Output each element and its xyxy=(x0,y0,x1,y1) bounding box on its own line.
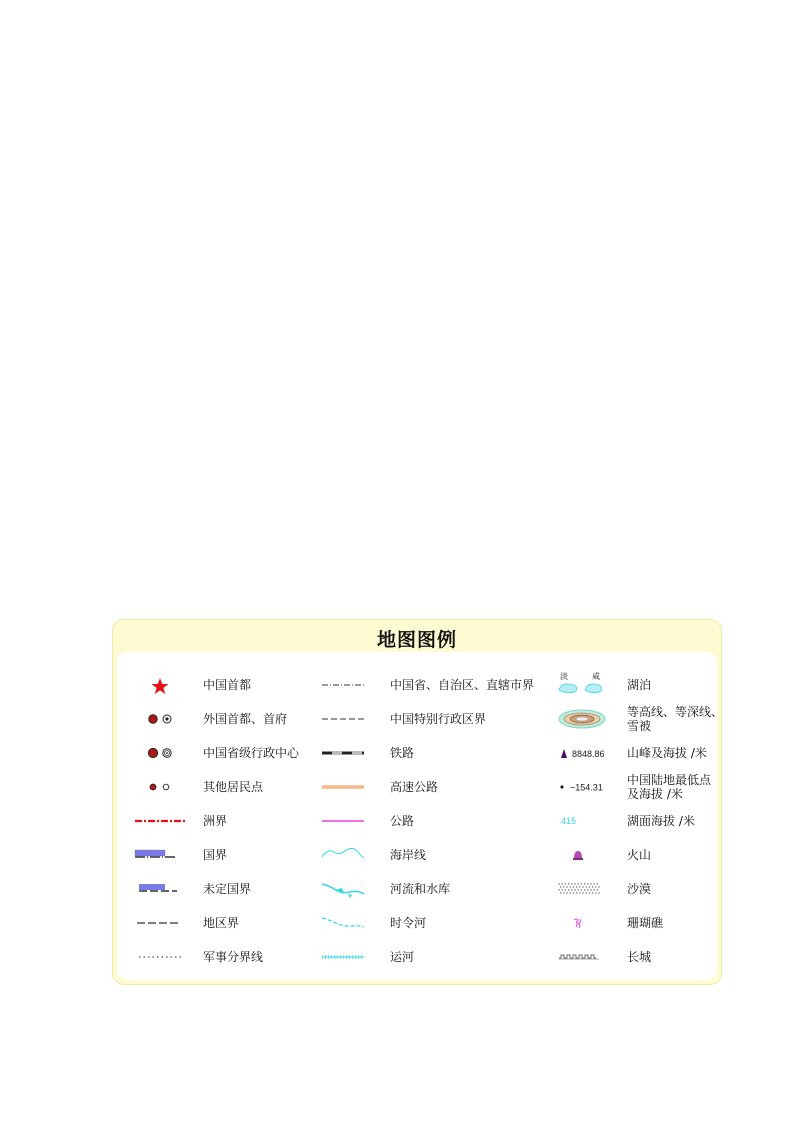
contour-icon xyxy=(557,704,611,734)
fresh-lake-label: 淡 xyxy=(560,672,568,681)
legend-label: 火山 xyxy=(627,848,652,862)
river-reservoir-icon xyxy=(320,874,374,904)
legend-label-line1: 等高线、等深线、 xyxy=(627,705,724,719)
legend-label: 中国首都 xyxy=(203,678,252,692)
legend-label xyxy=(627,772,711,802)
expressway-line xyxy=(320,772,374,802)
region-border-line xyxy=(133,908,187,938)
lowest-point-icon xyxy=(557,772,611,802)
settlement-icon xyxy=(133,772,187,802)
legend-label: 海岸线 xyxy=(390,848,427,862)
legend-label: 时令河 xyxy=(390,916,427,930)
salt-lake-label: 咸 xyxy=(592,672,600,681)
legend-label: 运河 xyxy=(390,950,415,964)
road-line xyxy=(320,806,374,836)
legend-label: 公路 xyxy=(390,814,415,828)
legend-label: 珊瑚礁 xyxy=(627,916,664,930)
canal-icon xyxy=(320,942,374,972)
legend-label: 中国省级行政中心 xyxy=(203,746,300,760)
foreign-capital-icon xyxy=(133,704,187,734)
legend-label: 湖泊 xyxy=(627,678,652,692)
coastline-icon xyxy=(320,840,374,870)
legend-label: 地区界 xyxy=(203,916,240,930)
peak-elevation-value: 8848.86 xyxy=(572,749,605,759)
undefined-border-line xyxy=(133,874,187,904)
seasonal-river-icon xyxy=(320,908,374,938)
legend-label xyxy=(627,704,723,734)
provincial-center-icon xyxy=(133,738,187,768)
legend-label: 洲界 xyxy=(203,814,228,828)
map-legend xyxy=(112,619,722,985)
legend-label: 山峰及海拔 /米 xyxy=(627,746,707,760)
legend-label: 湖面海拔 /米 xyxy=(627,814,695,828)
legend-label: 铁路 xyxy=(390,746,415,760)
legend-label-line2: 雪被 xyxy=(627,719,652,733)
legend-label: 国界 xyxy=(203,848,228,862)
legend-label: 其他居民点 xyxy=(203,780,264,794)
legend-label: 高速公路 xyxy=(390,780,439,794)
coral-reef-icon xyxy=(557,908,611,938)
legend-label-line1: 中国陆地最低点 xyxy=(627,773,712,787)
peak-icon xyxy=(557,738,611,768)
sar-border-line xyxy=(320,704,374,734)
great-wall-icon xyxy=(557,942,611,972)
legend-label: 军事分界线 xyxy=(203,950,264,964)
legend-title: 地图图例 xyxy=(376,629,457,651)
legend-label: 未定国界 xyxy=(203,882,252,896)
legend-label: 沙漠 xyxy=(627,882,652,896)
red-star-icon xyxy=(133,670,187,700)
lake-icon xyxy=(557,670,611,700)
lake-elevation-icon xyxy=(557,806,611,836)
legend-label: 河流和水库 xyxy=(390,882,451,896)
legend-label: 外国首都、首府 xyxy=(203,712,288,726)
legend-label: 长城 xyxy=(627,950,652,964)
continent-border-line xyxy=(133,806,187,836)
lowest-elevation-value: −154.31 xyxy=(570,782,603,793)
province-border-line xyxy=(320,670,374,700)
lake-elevation-value: 415 xyxy=(561,816,577,826)
national-border-line xyxy=(133,840,187,870)
military-line xyxy=(133,942,187,972)
railway-line xyxy=(320,738,374,768)
legend-label: 中国特别行政区界 xyxy=(390,712,487,726)
volcano-icon xyxy=(557,840,611,870)
legend-label: 中国省、自治区、直辖市界 xyxy=(390,678,535,692)
desert-icon xyxy=(557,874,611,904)
legend-label-line2: 及海拔 /米 xyxy=(627,787,683,801)
legend-panel xyxy=(117,652,724,980)
